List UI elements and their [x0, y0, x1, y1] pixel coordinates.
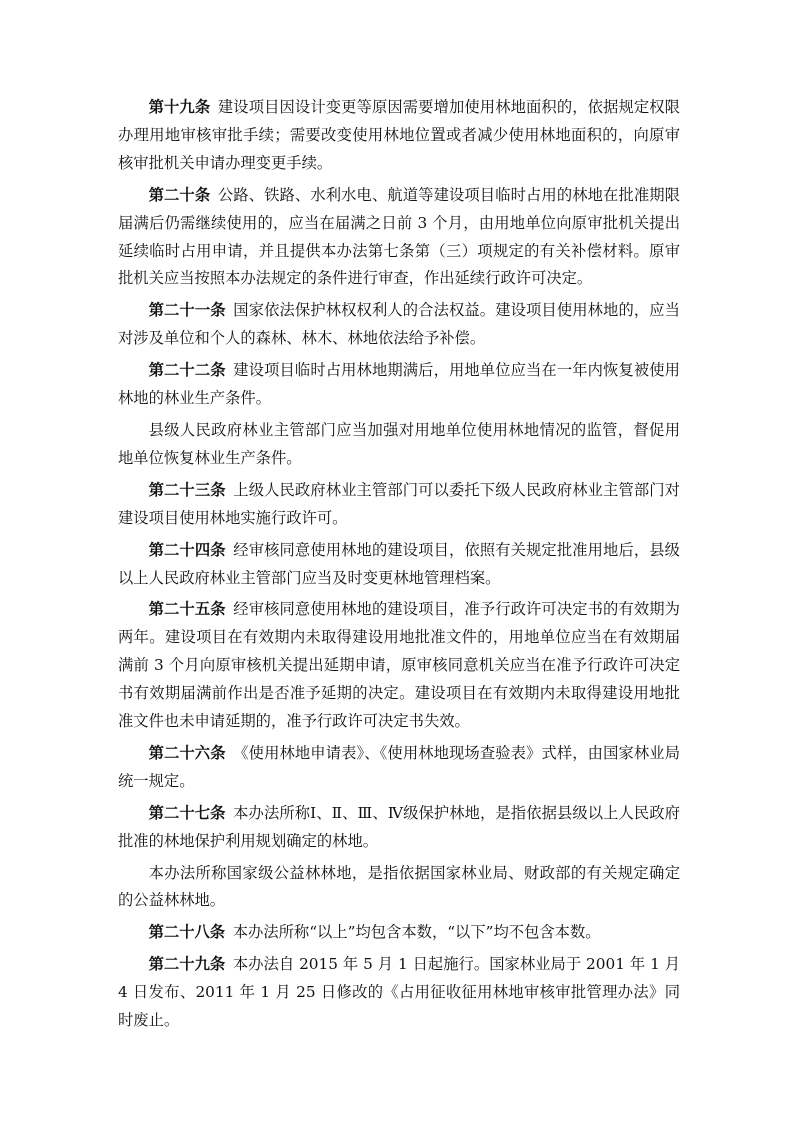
article-heading: 第二十一条 [148, 301, 226, 320]
article-heading: 第二十二条 [148, 361, 226, 380]
article-22 [118, 357, 680, 413]
article-25 [118, 596, 680, 736]
article-text: 《使用林地申请表》、《使用林地现场查验表》式样，由国家林业局统一规定。 [118, 743, 680, 790]
paragraph-text: 县级人民政府林业主管部门应当加强对用地单位使用林地情况的监管，督促用地单位恢复林业生产条件。 [118, 420, 680, 467]
article-heading: 第二十九条 [148, 955, 226, 974]
article-text: 建设项目临时占用林地期满后，用地单位应当在一年内恢复被使用林地的林业生产条件。 [118, 361, 680, 408]
article-heading: 第二十条 [148, 185, 211, 204]
article-26 [118, 740, 680, 796]
article-24 [118, 537, 680, 593]
article-19 [118, 94, 680, 178]
article-20 [118, 182, 680, 294]
article-heading: 第二十四条 [148, 540, 226, 559]
article-heading: 第二十三条 [148, 480, 226, 499]
article-heading: 第二十八条 [148, 923, 226, 942]
article-heading: 第二十六条 [148, 743, 226, 762]
article-22-paragraph-2 [118, 417, 680, 473]
article-27-paragraph-2 [118, 860, 680, 916]
article-28 [118, 919, 680, 947]
article-text: 经审核同意使用林地的建设项目，依照有关规定批准用地后，县级以上人民政府林业主管部门应当及时变更林地管理档案。 [118, 540, 680, 587]
article-text: 本办法自 2015 年 5 月 1 日起施行。国家林业局于 2001 年 1 月 4 日发布、2011 年 1 月 25 日修改的《占用征收征用林地审核审批管理办法》同时废止。 [118, 955, 680, 1030]
document-page [118, 94, 680, 1039]
article-heading: 第二十五条 [148, 600, 226, 619]
article-text: 建设项目因设计变更等原因需要增加使用林地面积的，依据规定权限办理用地审核审批手续；需要改变使用林地位置或者减少使用林地面积的，向原审核审批机关申请办理变更手续。 [118, 98, 680, 172]
article-21 [118, 297, 680, 353]
article-text: 国家依法保护林权权利人的合法权益。建设项目使用林地的，应当对涉及单位和个人的森林、林木、林地依法给予补偿。 [118, 301, 680, 348]
article-text: 本办法所称Ⅰ、Ⅱ、Ⅲ、Ⅳ级保护林地，是指依据县级以上人民政府批准的林地保护利用规划确定的林地。 [118, 803, 680, 850]
article-29 [118, 951, 680, 1035]
article-heading: 第十九条 [148, 98, 211, 116]
paragraph-text: 本办法所称国家级公益林林地，是指依据国家林业局、财政部的有关规定确定的公益林林地。 [118, 863, 680, 910]
article-text: 经审核同意使用林地的建设项目，准予行政许可决定书的有效期为两年。建设项目在有效期内未取得建设用地批准文件的，用地单位应当在有效期届满前 3 个月向原审核机关提出延期申请，原审核同意机关应当在准予行政许可决定书有效期届满前作出是否准予延期的决定。建设项目在有效期内未取得建设用地批准文件也未申请延期的，准予行政许可决定书失效。 [118, 600, 680, 731]
article-text: 本办法所称“以上”均包含本数，“以下”均不包含本数。 [232, 923, 601, 942]
article-text: 上级人民政府林业主管部门可以委托下级人民政府林业主管部门对建设项目使用林地实施行政许可。 [118, 480, 680, 527]
article-text: 公路、铁路、水利水电、航道等建设项目临时占用的林地在批准期限届满后仍需继续使用的，应当在届满之日前 3 个月，由用地单位向原审批机关提出延续临时占用申请，并且提供本办法第七条第（三）项规定的有关补偿材料。原审批机关应当按照本办法规定的条件进行审查，作出延续行政许可决定。 [118, 185, 680, 288]
article-heading: 第二十七条 [148, 803, 226, 822]
article-27 [118, 800, 680, 856]
article-23 [118, 477, 680, 533]
